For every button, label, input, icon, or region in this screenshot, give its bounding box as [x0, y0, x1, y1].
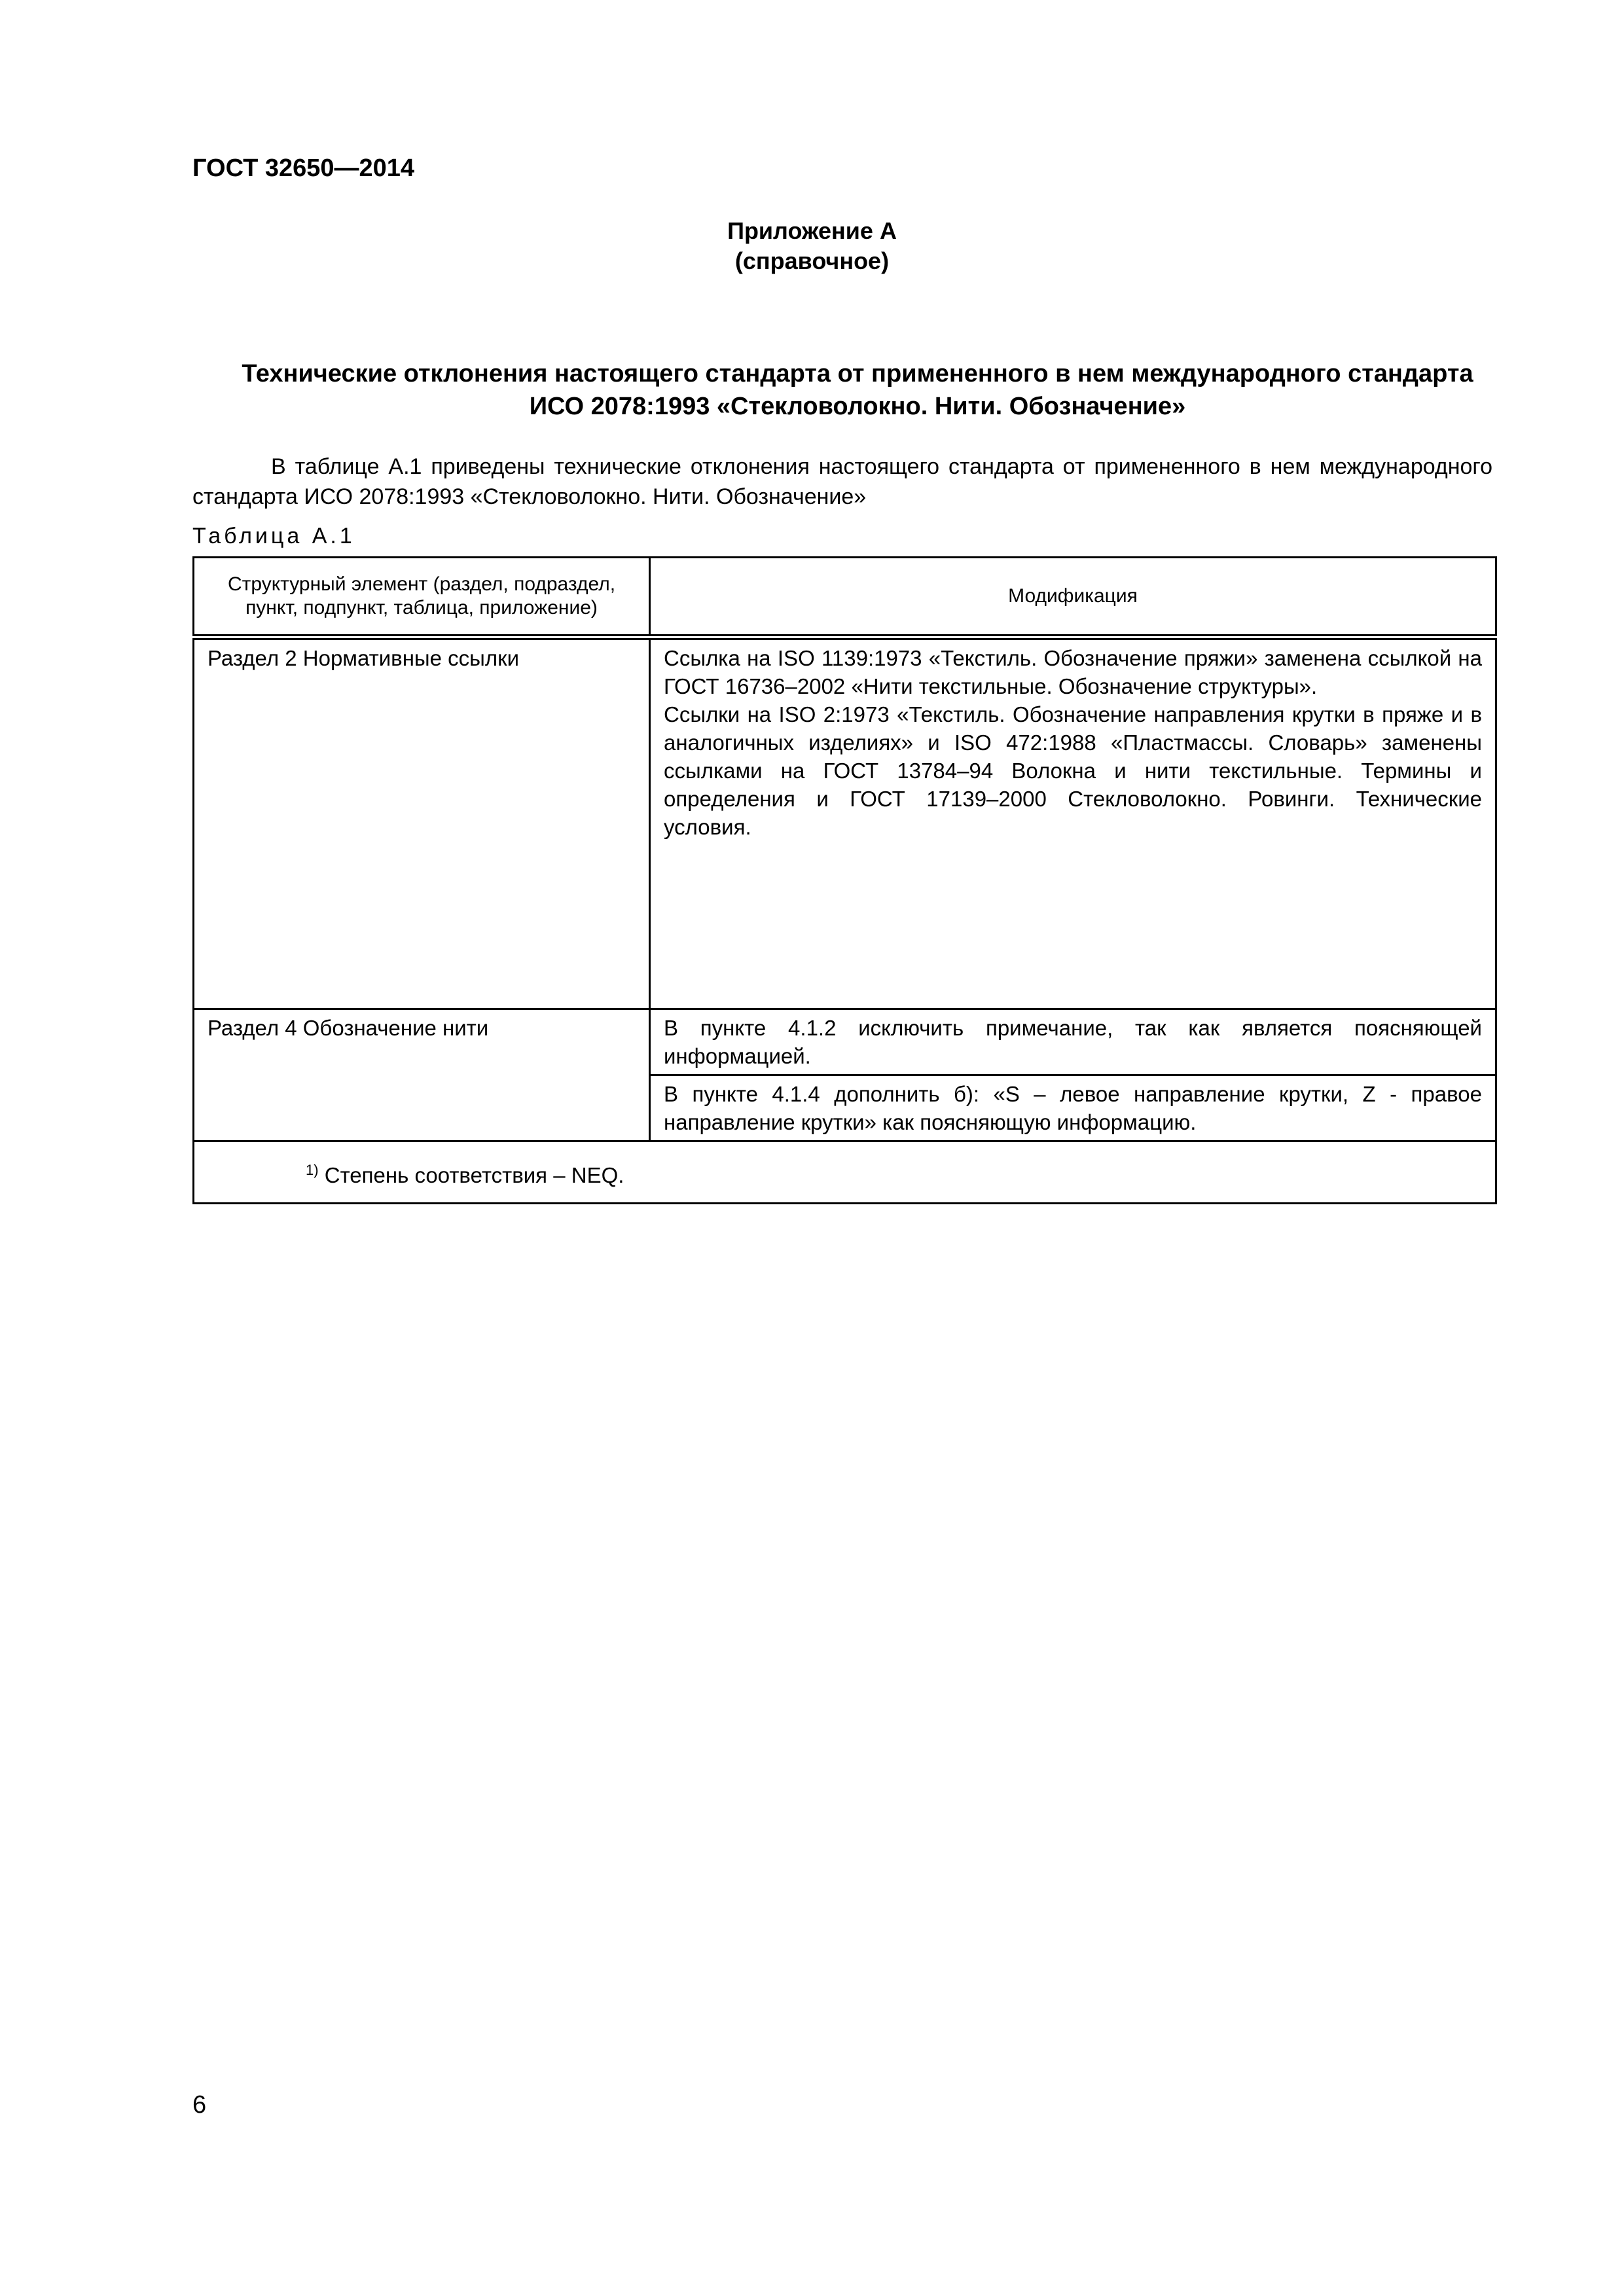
modification-text: Ссылка на ISO 1139:1973 «Текстиль. Обозначение пряжи» заменена ссылкой на ГОСТ 16736–2002 «Нити текстильные. Обозначение структуры». [664, 646, 1482, 698]
footnote-marker: 1) [306, 1161, 319, 1178]
row-element: Раздел 4 Обозначение нити [194, 1009, 650, 1141]
table-header-row [194, 558, 1496, 637]
page-number: 6 [192, 2091, 207, 2119]
table-footnote-row [194, 1141, 1496, 1204]
modification-text: Ссылки на ISO 2:1973 «Текстиль. Обозначение направления крутки в пряже и в аналогичных изделиях» и ISO 472:1988 «Пластмассы. Словарь» заменены ссылками на ГОСТ 13784–94 Волокна и нити текстильные. Термины и определения и ГОСТ 17139–2000 Стекловолокно. Ровинги. Технические условия. [664, 702, 1482, 839]
footnote-text: Степень соответствия – NEQ. [324, 1162, 624, 1187]
table-row [194, 1009, 1496, 1075]
header-structural-element: Структурный элемент (раздел, подраздел, пункт, подпункт, таблица, приложение) [194, 558, 650, 637]
annex-heading [0, 216, 1624, 276]
deviations-table [192, 556, 1497, 1204]
row-modification: В пункте 4.1.2 исключить примечание, так как является поясняющей информацией. [650, 1009, 1496, 1075]
table-row [194, 637, 1496, 1009]
annex-type: (справочное) [734, 247, 890, 274]
intro-paragraph: В таблице А.1 приведены технические отклонения настоящего стандарта от примененного в нем международного стандарта ИСО 2078:1993 «Стекловолокно. Нити. Обозначение» [192, 454, 1492, 509]
header-modification: Модификация [650, 558, 1496, 637]
document-title: Технические отклонения настоящего стандарта от примененного в нем международного стандарта ИСО 2078:1993 «Стекловолокно. Нити. Обозначение» [242, 360, 1473, 420]
row-modification [650, 637, 1496, 1009]
document-code: ГОСТ 32650—2014 [192, 154, 415, 182]
row-modification: В пункте 4.1.4 дополнить б): «S – левое направление крутки, Z - правое направление крутки» как поясняющую информацию. [650, 1075, 1496, 1141]
row-element: Раздел 2 Нормативные ссылки [194, 637, 650, 1009]
annex-title: Приложение А [727, 217, 897, 244]
table-footnote [194, 1141, 1496, 1204]
table-label: Таблица А.1 [192, 524, 355, 548]
